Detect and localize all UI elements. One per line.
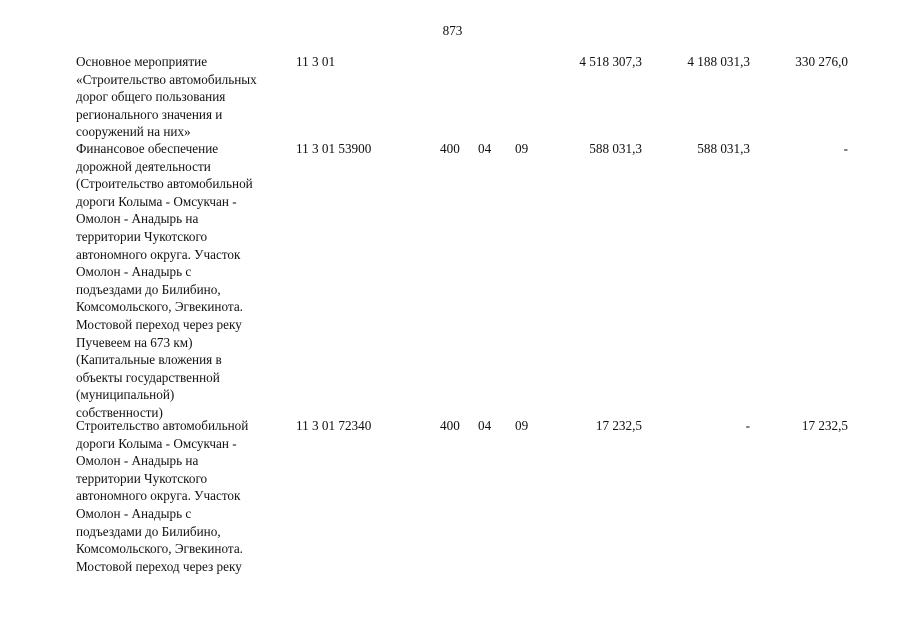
- row-total: 4 518 307,3: [579, 54, 642, 69]
- row-rz: 04: [478, 418, 492, 433]
- row-code: 11 3 01: [296, 54, 336, 69]
- row-amount-1: 4 188 031,3: [687, 54, 750, 69]
- row-name: Основное мероприятие «Строительство автомобильных дорог общего пользования регионального значения и сооружений на них»: [76, 54, 257, 140]
- row-pr: 09: [515, 141, 529, 156]
- row-name: Финансовое обеспечение дорожной деятельности (Строительство автомобильной дороги Колыма - Омсукчан - Омолон - Анадырь на территории Чукотского автономного округа. Участок Омолон - Анадырь с подъездами до Билибино, Комсомольского, Эгвекинота. Мостовой переход через реку Пучевеем на 673 км) (Капитальные вложения в объекты государственной (муниципальной) собственности): [76, 141, 253, 420]
- row-amount-2: 330 276,0: [795, 54, 848, 69]
- row-code: 11 3 01 72340: [296, 418, 372, 433]
- row-amount-1: 588 031,3: [697, 141, 750, 156]
- row-pr: 09: [515, 418, 529, 433]
- row-amount-2: -: [843, 141, 848, 156]
- row-code: 11 3 01 53900: [296, 141, 372, 156]
- row-amount-1: -: [745, 418, 750, 433]
- row-name: Строительство автомобильной дороги Колыма - Омсукчан - Омолон - Анадырь на территории Чукотского автономного округа. Участок Омолон - Анадырь с подъездами до Билибино, Комсомольского, Эгвекинота. Мостовой переход через реку: [76, 418, 249, 574]
- row-amount-2: 17 232,5: [801, 418, 848, 433]
- row-total: 17 232,5: [595, 418, 642, 433]
- row-vr: 400: [440, 418, 460, 433]
- row-vr: 400: [440, 141, 460, 156]
- page-number: 873: [442, 23, 463, 38]
- row-rz: 04: [478, 141, 492, 156]
- row-total: 588 031,3: [589, 141, 642, 156]
